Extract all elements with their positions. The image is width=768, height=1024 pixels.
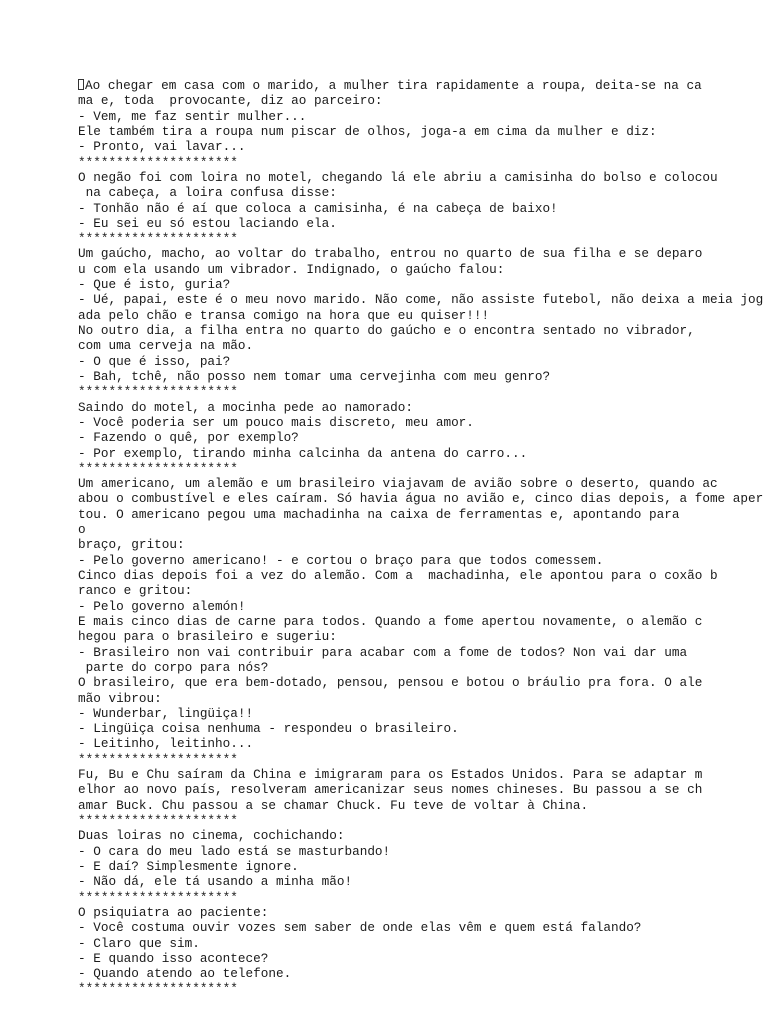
text-line-content: - Não dá, ele tá usando a minha mão! — [78, 874, 353, 890]
text-line — [78, 966, 766, 981]
text-line-content: - Vem, me faz sentir mulher... — [78, 108, 307, 124]
text-line — [78, 400, 766, 415]
text-line — [78, 691, 766, 706]
text-line-content: ********************* — [78, 384, 238, 400]
text-line — [78, 920, 766, 935]
text-line-content: - Pelo governo alemón! — [78, 598, 246, 614]
text-line-content: braço, gritou: — [78, 537, 185, 553]
text-line-content: - Tonhão não é aí que coloca a camisinha, é na cabeça de baixo! — [78, 200, 558, 216]
text-line-content: hegou para o brasileiro e sugeriu: — [78, 629, 337, 645]
text-line — [78, 522, 766, 537]
text-line-content: ********************* — [78, 460, 238, 476]
text-line — [78, 277, 766, 292]
text-line-content: - Que é isto, guria? — [78, 277, 231, 293]
text-line — [78, 461, 766, 476]
text-line — [78, 721, 766, 736]
text-line — [78, 476, 766, 491]
text-line-content: ********************* — [78, 813, 238, 828]
text-line-content: ********************* — [78, 231, 238, 247]
text-line-content: ada pelo chão e transa comigo na hora que eu quiser!!! — [78, 307, 490, 323]
text-line-content: - Lingüiça coisa nenhuma - respondeu o brasileiro. — [78, 721, 459, 737]
text-line — [78, 782, 766, 797]
text-line — [78, 813, 766, 828]
text-line — [78, 338, 766, 353]
text-line-content: com uma cerveja na mão. — [78, 338, 254, 354]
text-line-content: abou o combustível e eles caíram. Só havia água no avião e, cinco dias depois, a fome aper — [78, 491, 764, 507]
text-line — [78, 905, 766, 920]
text-line-content: u com ela usando um vibrador. Indignado, o gaúcho falou: — [78, 261, 505, 277]
text-line-content: Ele também tira a roupa num piscar de olhos, joga-a em cima da mulher e diz: — [78, 123, 657, 139]
text-line — [78, 262, 766, 277]
text-line — [78, 491, 766, 506]
text-line — [78, 292, 766, 307]
text-line — [78, 874, 766, 889]
text-line — [78, 828, 766, 843]
text-line — [78, 185, 766, 200]
text-line-content: Um americano, um alemão e um brasileiro viajavam de avião sobre o deserto, quando ac — [78, 476, 718, 492]
text-line-content: O negão foi com loira no motel, chegando lá ele abriu a camisinha do bolso e colocou — [78, 169, 718, 185]
missing-glyph-icon — [78, 79, 84, 90]
text-line — [78, 629, 766, 644]
text-line-content: - Pelo governo americano! - e cortou o braço para que todos comessem. — [78, 552, 604, 568]
text-line-content: amar Buck. Chu passou a se chamar Chuck. Fu teve de voltar à China. — [78, 797, 589, 813]
text-line-content: - Ué, papai, este é o meu novo marido. Não come, não assiste futebol, não deixa a meia jog — [78, 292, 764, 308]
text-line — [78, 124, 766, 139]
text-line-content: elhor ao novo país, resolveram americanizar seus nomes chineses. Bu passou a se ch — [78, 782, 703, 798]
text-line — [78, 446, 766, 461]
text-line-content: Ao chegar em casa com o marido, a mulher tira rapidamente a roupa, deita-se na ca — [85, 78, 702, 93]
text-line-content: ********************* — [78, 751, 238, 767]
text-line-content: O brasileiro, que era bem-dotado, pensou, pensou e botou o bráulio pra fora. O ale — [78, 675, 703, 691]
text-line — [78, 246, 766, 261]
text-line-content: na cabeça, a loira confusa disse: — [78, 185, 337, 201]
text-line-content: - O que é isso, pai? — [78, 353, 231, 369]
text-line — [78, 951, 766, 966]
text-line-content: - Eu sei eu só estou laciando ela. — [78, 215, 337, 231]
text-line — [78, 675, 766, 690]
text-line-content: - Você poderia ser um pouco mais discreto, meu amor. — [78, 414, 474, 430]
text-line-content: mão vibrou: — [78, 690, 162, 706]
text-line — [78, 981, 766, 996]
text-line-content: - Wunderbar, lingüiça!! — [78, 705, 254, 721]
text-line — [78, 369, 766, 384]
text-line — [78, 507, 766, 522]
text-line — [78, 308, 766, 323]
text-line-content: - Por exemplo, tirando minha calcinha da antena do carro... — [78, 445, 528, 461]
text-line — [78, 109, 766, 124]
text-line — [78, 660, 766, 675]
text-line — [78, 201, 766, 216]
text-line-content: ********************* — [78, 154, 238, 170]
text-line-content: - Bah, tchê, não posso nem tomar uma cervejinha com meu genro? — [78, 368, 551, 384]
text-line — [78, 553, 766, 568]
text-line-content: - O cara do meu lado está se masturbando! — [78, 843, 391, 859]
text-line — [78, 155, 766, 170]
text-line — [78, 384, 766, 399]
text-line-content: - Claro que sim. — [78, 935, 200, 951]
text-line-content: - E quando isso acontece? — [78, 950, 269, 966]
text-line — [78, 537, 766, 552]
text-line — [78, 798, 766, 813]
text-line-content: - Fazendo o quê, por exemplo? — [78, 430, 299, 446]
text-line-content: - Você costuma ouvir vozes sem saber de onde elas vêm e quem está falando? — [78, 920, 642, 936]
text-line — [78, 645, 766, 660]
text-line-content: ranco e gritou: — [78, 583, 193, 599]
text-line-content: Cinco dias depois foi a vez do alemão. Com a machadinha, ele apontou para o coxão b — [78, 568, 718, 583]
text-line-content: - Pronto, vai lavar... — [78, 139, 246, 155]
text-line — [78, 231, 766, 246]
text-line-content: Um gaúcho, macho, ao voltar do trabalho, entrou no quarto de sua filha e se deparo — [78, 246, 703, 262]
text-line — [78, 844, 766, 859]
text-line-content: ********************* — [78, 889, 238, 905]
text-line — [78, 430, 766, 445]
text-line-content: ma e, toda provocante, diz ao parceiro: — [78, 93, 383, 109]
text-line — [78, 354, 766, 369]
text-line-content: Saindo do motel, a mocinha pede ao namorado: — [78, 399, 414, 415]
text-line-content: parte do corpo para nós? — [78, 659, 269, 675]
text-line — [78, 599, 766, 614]
text-line — [78, 78, 766, 93]
text-line-content: tou. O americano pegou uma machadinha na caixa de ferramentas e, apontando para — [78, 506, 680, 522]
text-line — [78, 859, 766, 874]
text-line — [78, 415, 766, 430]
text-line — [78, 170, 766, 185]
text-line-content: Fu, Bu e Chu saíram da China e imigraram para os Estados Unidos. Para se adaptar m — [78, 767, 703, 783]
text-line-content: - Leitinho, leitinho... — [78, 736, 254, 752]
text-line — [78, 736, 766, 751]
text-line — [78, 568, 766, 583]
text-line — [78, 323, 766, 338]
document-page — [78, 78, 766, 997]
text-line — [78, 614, 766, 629]
text-line-content: No outro dia, a filha entra no quarto do gaúcho e o encontra sentado no vibrador, — [78, 323, 695, 338]
text-line — [78, 890, 766, 905]
text-line-content: - Quando atendo ao telefone. — [78, 966, 292, 982]
text-line-content: o — [78, 522, 86, 538]
text-line — [78, 216, 766, 231]
text-line-content: E mais cinco dias de carne para todos. Quando a fome apertou novamente, o alemão c — [78, 613, 703, 629]
text-line-content: ********************* — [78, 981, 238, 997]
text-line-content: - Brasileiro non vai contribuir para acabar com a fome de todos? Non vai dar uma — [78, 644, 688, 660]
text-line-content: - E daí? Simplesmente ignore. — [78, 858, 299, 874]
text-line — [78, 752, 766, 767]
text-line — [78, 93, 766, 108]
text-line-content: O psiquiatra ao paciente: — [78, 904, 269, 920]
text-line — [78, 706, 766, 721]
text-line — [78, 583, 766, 598]
text-line — [78, 767, 766, 782]
text-line — [78, 139, 766, 154]
text-line — [78, 936, 766, 951]
text-line-content: Duas loiras no cinema, cochichando: — [78, 828, 345, 844]
